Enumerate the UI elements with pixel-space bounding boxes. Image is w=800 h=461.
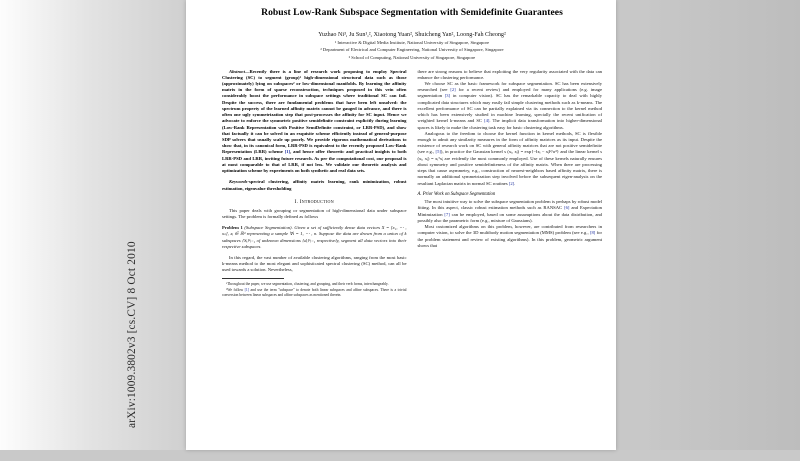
abstract-paragraph bbox=[222, 69, 407, 175]
right-paragraph-2: We choose SC as the basic framework for subspace segmentation. SC has been extensively researched (see [2] for a recent review) and employed for many applications (e.g. image segmentation [3] in computer vision). SC has the remarkable capacity to deal with highly complicated data structures which may easily fail simple clustering methods such as k-means. The excellent performance of SC can be partially explained via its connection to the kernel method which has been extensively studied in machine learning, specially the recent unification of weighted kernel k-means and SC [4]. The implicit data transformation into higher-dimensional spaces is likely to make the clustering task easy for basic clustering algorithms. bbox=[417, 81, 602, 130]
citation-link[interactable]: [6] bbox=[564, 205, 570, 211]
right-column bbox=[418, 69, 603, 461]
affiliation-3: ³ School of Computing, National University of Singapore, Singapore bbox=[348, 54, 476, 60]
arxiv-stamp: arXiv:1009.3802v3 [cs.CV] 8 Oct 2010 bbox=[126, 241, 138, 428]
right-paragraph-1: there are strong reasons to believe that exploiting the very regularity associated with the data can enhance the clustering performance. bbox=[417, 68, 602, 80]
footnote-1: ¹Throughout the paper, we use segmentation, clustering, and grouping, and their verb forms, interchangeably. bbox=[226, 281, 389, 286]
citation-link[interactable]: [8] bbox=[589, 230, 596, 236]
intro-paragraph-1: This paper deals with grouping or segmentation of high-dimensional data under subspace settings. The problem is formally defined as follows bbox=[222, 208, 407, 220]
subsection-heading-prior-work: A. Prior Work on Subspace Segmentation bbox=[417, 191, 496, 197]
abstract-text: Recently there is a line of research work proposing to employ Spectral Clustering (SC) to segment (group)¹ high-dimensional structural data such as those (approximately) lying on subspaces² or low-dimensional manifolds. By learning the affinity matrix in the form of sparse reconstruction, techniques proposed in this vein often considerably boost the performance in subspace settings where traditional SC can fail. Despite the success, there are fundamental problems that have been left unsolved: the spectrum property of the learned affinity matrix cannot be gauged in advance, and there is often one ugly symmetrization step that post-processes the affinity for SC input. Hence we advocate to enforce the symmetric positive semidefinite constraint explicitly during learning (Low-Rank Representation with Positive SemiDefinite constraint, or LRR-PSD), and show that factually it can be solved in an exquisite scheme efficiently instead of general-purpose SDP solvers that usually scale up poorly. We provide rigorous mathematical derivations to show that, in its canonical form, LRR-PSD is equivalent to the recently proposed Low-Rank Representation (LRR) scheme [1], and hence offer theoretic and practical insights to both LRR-PSD and LRR, inviting future research. As per the computational cost, our proposal is at most comparable to that of LRR, if not less. We validate our theoretic analysis and optimization scheme by experiments on both synthetic and real data sets. bbox=[222, 68, 407, 174]
footnote-2: ²We follow [1] and use the term "subspace" to denote both linear subspaces and affine subspaces. There is a trivial conversion between linear subspaces and affine subspaces as mentioned therein. bbox=[222, 287, 407, 297]
problem-text: Given a set of sufficiently dense data vectors X = [x₁, ⋯ , xₙ], xᵢ ∈ ℝᵈ representing a sample ∀i = 1, ⋯ , n. Suppose the data are drawn from a union of k subspaces {Sᵢ}ᵏᵢ₌₁ of unknown dimensions {dᵢ}ᵏᵢ₌₁ respectively, segment all data vectors into their respective subspaces. bbox=[222, 225, 407, 249]
section-heading-introduction: I. Introduction bbox=[294, 198, 334, 205]
affiliation-2: ² Department of Electrical and Computer Engineering, National University of Singapore, Singapore bbox=[320, 47, 504, 53]
citation-link[interactable]: [1] bbox=[244, 287, 249, 292]
problem-statement bbox=[222, 225, 407, 250]
left-column bbox=[222, 69, 407, 461]
right-paragraph-5: Most customized algorithms on this problem, however, are contributed from researchers in computer vision, to solve the 3D multibody motion segmentation (MMS) problem (see e.g., [8] for the problem statement and review of existing algorithms). In this problem, geometric argument shows that bbox=[417, 224, 602, 248]
page-title: Robust Low-Rank Subspace Segmentation with Semidefinite Guarantees bbox=[261, 7, 563, 18]
citation-link[interactable]: [5] bbox=[435, 149, 441, 155]
paper-page bbox=[126, 0, 616, 450]
citation-link[interactable]: [4] bbox=[484, 118, 490, 124]
footnote-divider bbox=[222, 278, 284, 279]
citation-link[interactable]: [1] bbox=[284, 149, 291, 155]
citation-link[interactable]: [2] bbox=[450, 87, 456, 93]
abstract-label: Abstract— bbox=[229, 68, 250, 74]
right-paragraph-3: Analogous to the freedom to choose the kernel function in kernel methods, SC is flexible enough to admit any similarity measures in the form of affinity matrices as its input. Despite the existence of research work on SC with general affinity matrices that are not positive semidefinite (see e.g., [5]), in practice the Gaussian kernel s (xᵢ, xⱼ) = exp{−‖xᵢ − xⱼ‖²/σ²} and the linear kernel s (xᵢ, xⱼ) = xᵢᵀxⱼ are evidently the most commonly employed. Use of these kernels naturally ensures about symmetry and positive semidefiniteness of the affinity matrix. When there are processing steps that cause asymmetry, e.g., construction of nearest-neighbors based affinity matrix, there is normally an additional symmetrization step involved before the subsequent eigen-analysis on the resultant Laplacian matrix in normal SC routines [2]. bbox=[417, 130, 602, 186]
citation-link[interactable]: [3] bbox=[444, 93, 451, 99]
two-column-body bbox=[222, 69, 602, 461]
affiliation-1: ¹ Interactive & Digital Media Institute, National University of Singapore, Singapore bbox=[334, 40, 490, 46]
intro-paragraph-2: In this regard, the vast number of available clustering algorithms, ranging from the most basic k-means method to the most elegant and sophisticated spectral clustering (SC) method, can all be used towards a solution. Nevertheless, bbox=[222, 254, 407, 272]
citation-link[interactable]: [2] bbox=[508, 180, 515, 186]
keywords-paragraph bbox=[222, 179, 407, 191]
citation-link[interactable]: [7] bbox=[444, 211, 450, 217]
keywords-label: Keywords bbox=[229, 179, 248, 185]
problem-label: Problem 1 bbox=[222, 225, 243, 231]
keywords-text: -spectral clustering, affinity matrix learning, rank minimization, robust estimation, eigenvalue thresholding bbox=[222, 179, 407, 191]
paper-content bbox=[222, 0, 602, 450]
author-list: Yuzhao Ni³, Ju Sun¹,², Xiaotong Yuan², Shuicheng Yan², Loong-Fah Cheong² bbox=[318, 32, 506, 38]
right-paragraph-4: The most intuitive way to solve the subspace segmentation problem is perhaps by robust model fitting. In this aspect, classic robust estimation methods such as RANSAC [6] and Expectation Minimization [7] can be employed, based on some assumptions about the data distribution, and possibly also the parametric form (e.g., mixture of Gaussians). bbox=[417, 199, 602, 223]
problem-title: (Subspace Segmentation). bbox=[244, 225, 293, 231]
